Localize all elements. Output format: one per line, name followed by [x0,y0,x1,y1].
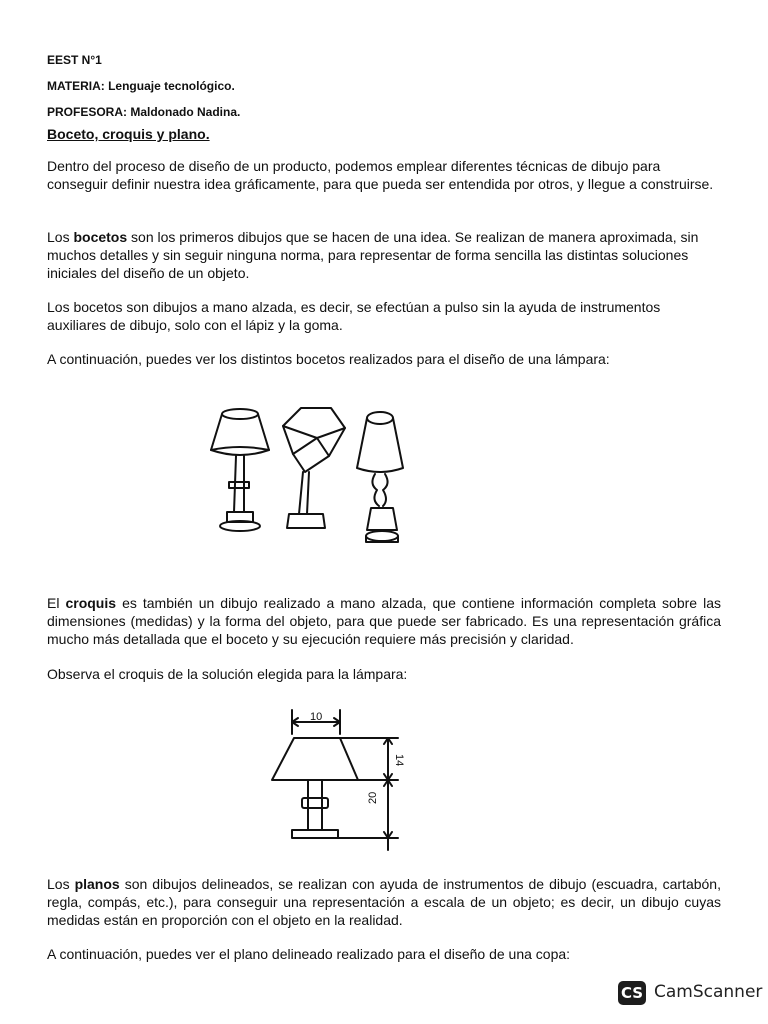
school-name: EEST N°1 [47,53,102,67]
subject-line: MATERIA: Lenguaje tecnológico. [47,79,235,93]
page-title: Boceto, croquis y plano. [47,126,210,142]
term-croquis: croquis [65,595,117,611]
paragraph-bocetos [47,228,721,282]
camscanner-watermark: CamScanner [654,982,763,1002]
paragraph-croquis-intro: Observa el croquis de la solución elegida para la lámpara: [47,666,408,682]
lamp-sketches-figure [205,402,410,548]
lamp-croquis-figure [262,700,422,860]
lamp-sketch-3 [357,412,403,542]
text-run: Los [47,229,74,245]
text-run: Los [47,876,75,892]
paragraph-intro: Dentro del proceso de diseño de un producto, podemos emplear diferentes técnicas de dibujo para conseguir definir nuestra idea gráficamente, para que pueda ser entendida por otros, y llegue a construirse. [47,158,714,192]
lamp-sketch-1 [211,409,269,531]
term-planos: planos [74,876,120,892]
term-bocetos: bocetos [73,229,128,245]
camscanner-logo-icon: CS [618,981,646,1005]
paragraph-mano-alzada: Los bocetos son dibujos a mano alzada, es decir, se efectúan a pulso sin la ayuda de instrumentos auxiliares de dibujo, solo con el lápiz y la goma. [47,299,661,333]
text-run: son los primeros dibujos que se hacen de una idea. Se realizan de manera aproximada, sin muchos detalles y sin seguir ninguna norma, para representar de forma sencilla las distintas soluciones iniciales del diseño de un objeto. [47,229,699,281]
paragraph-plano-intro: A continuación, puedes ver el plano delineado realizado para el diseño de una copa: [47,946,571,962]
lamp-sketch-2 [283,408,345,528]
paragraph-croquis [47,594,721,648]
dim-width-label: 10 [310,711,323,723]
paragraph-planos [47,875,721,929]
text-run: son dibujos delineados, se realizan con ayuda de instrumentos de dibujo (escuadra, cartabón, regla, compás, etc.), para conseguir una representación a escala de un objeto; es decir, un dibujo cuyas medidas están en proporción con el objeto en la realidad. [47,876,721,928]
text-run: El [47,595,66,611]
text-run: es también un dibujo realizado a mano alzada, que contiene información completa sobre las dimensiones (medidas) y la forma del objeto, para que puede ser fabricado. Es una representación gráfica mucho más detallada que el boceto y su ejecución requiere más precisión y claridad. [47,595,721,647]
dim-shade-height-label: 14 [393,754,405,767]
teacher-line: PROFESORA: Maldonado Nadina. [47,105,241,119]
dim-base-height-label: 20 [367,791,379,804]
paragraph-bocetos-intro: A continuación, puedes ver los distintos bocetos realizados para el diseño de una lámpara: [47,351,610,367]
